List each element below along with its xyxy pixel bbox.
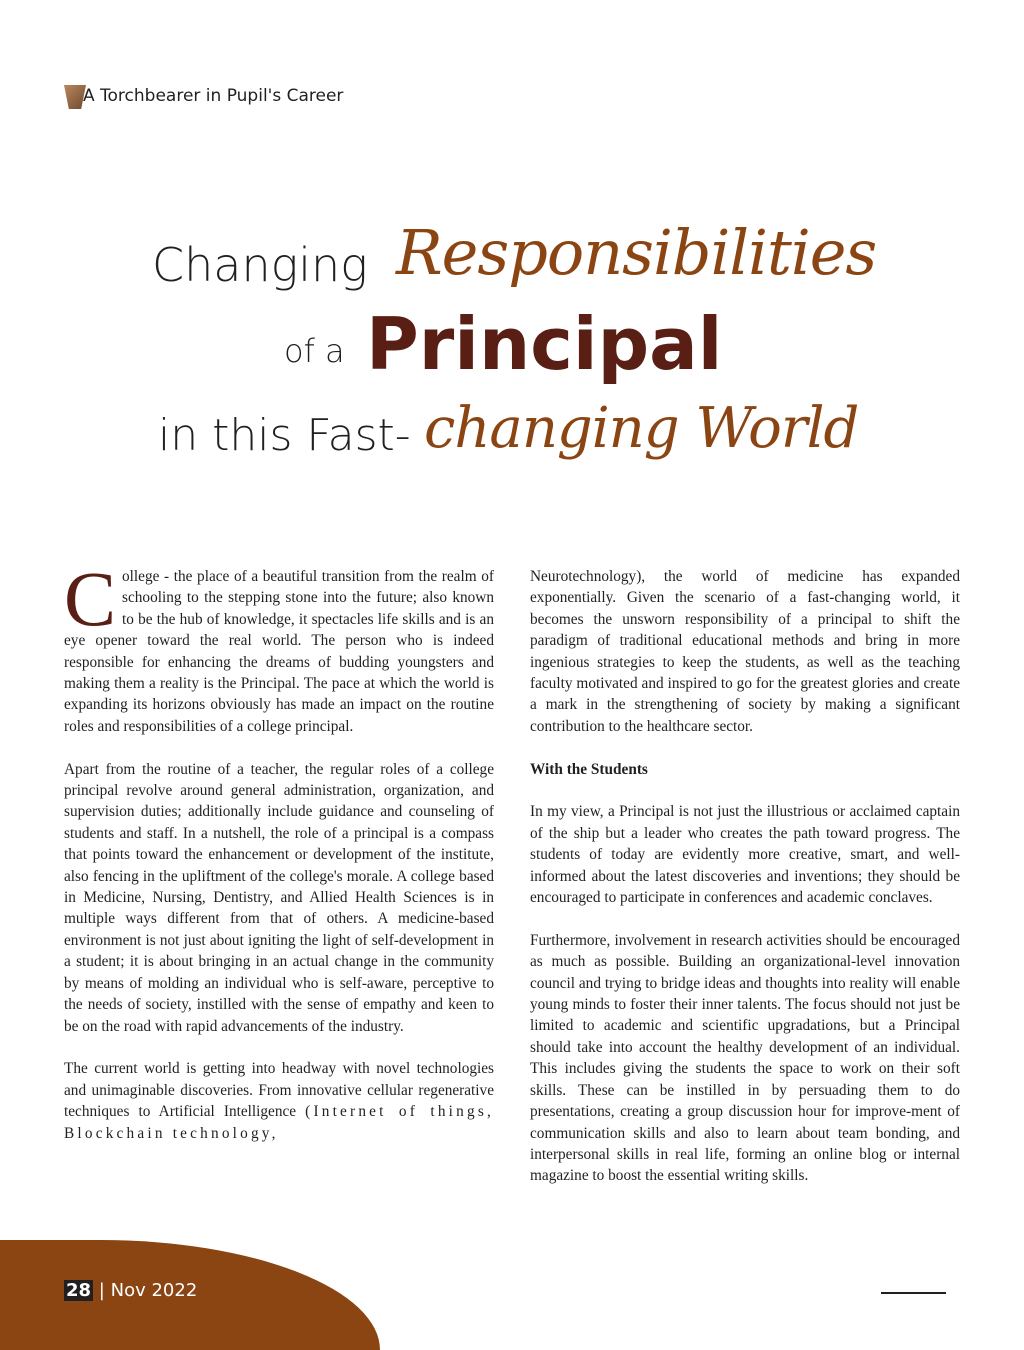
paragraph xyxy=(64,555,494,737)
paragraph: In my view, a Principal is not just the illustrious or acclaimed captain of the ship but a leader who creates the path toward progress. The students of today are evidently more creative, smart, and well-informed about the latest discoveries and inventions; they should be encouraged to participate in conferences and academic conclaves. xyxy=(530,803,960,907)
title-word-in-this-fast: in this Fast- xyxy=(158,410,411,461)
article-title xyxy=(0,0,1024,520)
footer-separator: | xyxy=(98,1280,105,1301)
issue-date: Nov 2022 xyxy=(110,1280,198,1301)
footer xyxy=(64,1280,197,1301)
title-word-principal: Principal xyxy=(366,302,723,386)
title-word-of-a: of a xyxy=(284,332,345,370)
title-word-changing: Changing xyxy=(152,238,368,292)
paragraph xyxy=(64,1058,494,1144)
paragraph-text: ollege - the place of a beautiful transition from the realm of schooling to the stepping stone into the future; also known to be the hub of knowledge, it spectacles life skills and is an eye opener toward the real world. The person who is indeed responsible for enhancing the dreams of budding youngsters and making them a reality is the Principal. The pace at which the world is expanding its horizons obviously has made an impact on the routine roles and responsibilities of a college principal. xyxy=(64,568,494,735)
paragraph: Furthermore, involvement in research activities should be encouraged as much as possible. Building an organizational-level innovation council and trying to bridge ideas and thoughts into reality will enable young minds to foster their inner talents. The focus should not just be limited to academic and scientific upgradations, but a Principal should take into account the healthy development of an individual. This includes giving the students the space to work on their soft skills. These can be instilled in by persuading them to do presentations, creating a group discussion hour for improve-ment of communication skills and also to learn about team bonding, and interpersonal skills in real life, forming an online blog or internal magazine to boost the essential writing skills. xyxy=(530,931,960,1185)
paragraph-text-spaced: (Internet of things, Blockchain technology, xyxy=(64,1103,494,1142)
paragraph: Apart from the routine of a teacher, the regular roles of a college principal revolve around general administration, organization, and supervision duties; additionally include guidance and counseling of students and staff. In a nutshell, the role of a principal is a compass that points toward the enhancement or development of the institute, also fencing in the upliftment of the college's morale. A college based in Medicine, Nursing, Dentistry, and Allied Health Sciences is in multiple ways different from that of others. A medicine-based environment is not just about igniting the light of self-development in a student; it is about bringing in an actual change in the community by means of molding an individual who is self-aware, perceptive to the needs of society, instilled with the sense of empathy and keen to be on the road with rapid advancements of the industry. xyxy=(64,760,494,1035)
article-column-right xyxy=(530,566,960,1187)
drop-cap: C xyxy=(64,555,117,642)
article-column-left xyxy=(64,555,494,1144)
title-word-responsibilities: Responsibilities xyxy=(396,216,877,289)
footer-rule xyxy=(881,1292,946,1294)
paragraph: Neurotechnology), the world of medicine has expanded exponentially. Given the scenario of a fast-changing world, it becomes the unsworn responsibility of a principal to shift the paradigm of traditional educational methods and bring in more ingenious strategies to keep the students, as well as the teaching faculty motivated and inspired to go for the greatest glories and create a mark in the strengthening of society by making a significant contribution to the healthcare sector. xyxy=(530,568,960,735)
section-title: A Torchbearer in Pupil's Career xyxy=(83,86,344,106)
subheading: With the Students xyxy=(530,760,648,778)
paragraph-text: The current world is getting into headway with novel technologies and unimaginable discoveries. From innovative cellular regenerative techniques to Artificial Intelligence xyxy=(64,1060,494,1121)
title-word-changing-world: changing World xyxy=(424,396,859,461)
page-number: 28 xyxy=(66,1280,92,1301)
